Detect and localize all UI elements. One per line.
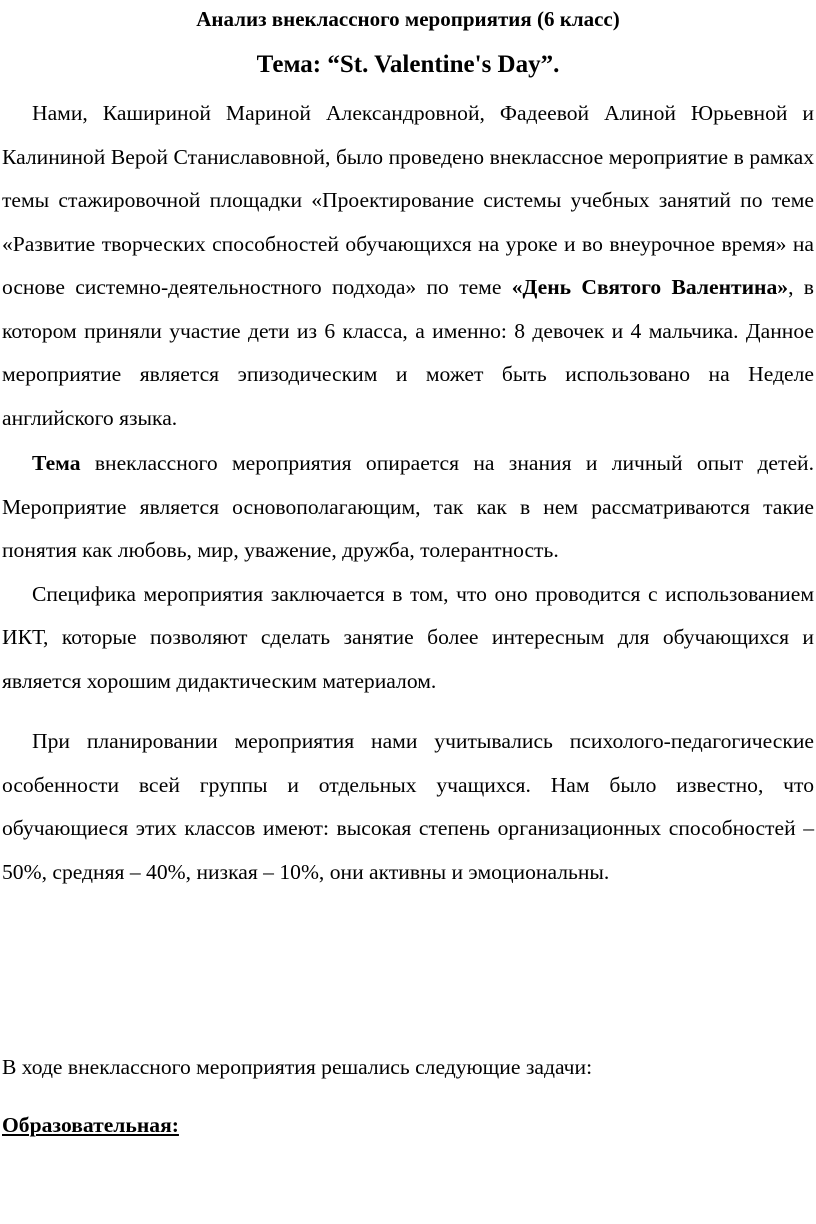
section-heading-educational: Образовательная: <box>2 1112 179 1137</box>
paragraph-theme <box>2 442 814 573</box>
paragraph-specifics: Специфика мероприятия заключается в том, что оно проводится с использованием ИКТ, которые позволяют сделать занятие более интересным для обучающихся и является хорошим дидактическим материалом. <box>2 581 814 693</box>
document-topic: Тема: “St. Valentine's Day”. <box>256 51 560 78</box>
paragraph-intro-text-2: , в котором приняли участие дети из 6 класса, а именно: 8 девочек и 4 мальчика. Данное мероприятие является эпизодическим и может быть использовано на Неделе английского языка. <box>2 275 814 430</box>
tasks-intro: В ходе внеклассного мероприятия решались следующие задачи: <box>2 1055 593 1079</box>
paragraph-theme-text: внеклассного мероприятия опирается на знания и личный опыт детей. Мероприятие является основополагающим, так как в нем рассматриваются такие понятия как любовь, мир, уважение, дружба, толерантность. <box>2 451 814 562</box>
paragraph-intro-text-1: Нами, Кашириной Мариной Александровной, Фадеевой Алиной Юрьевной и Калининой Верой Станиславовной, было проведено внеклассное мероприятие в рамках темы стажировочной площадки «Проектирование системы учебных занятий по теме «Развитие творческих способностей обучающихся на уроке и во внеурочное время» на основе системно-деятельностного подхода» по теме <box>2 101 814 299</box>
spacer <box>2 894 814 1046</box>
event-name-bold: «День Святого Валентина» <box>511 275 789 299</box>
theme-word-bold: Тема <box>32 451 81 475</box>
document-title: Анализ внеклассного мероприятия (6 класс) <box>196 7 620 31</box>
spacer <box>2 703 814 720</box>
paragraph-planning: При планировании мероприятия нами учитывались психолого-педагогические особенности всей группы и отдельных учащихся. Нам было известно, что обучающиеся этих классов имеют: высокая степень организационных способностей – 50%, средняя – 40%, низкая – 10%, они активны и эмоциональны. <box>2 729 814 884</box>
paragraph-intro <box>2 92 814 440</box>
